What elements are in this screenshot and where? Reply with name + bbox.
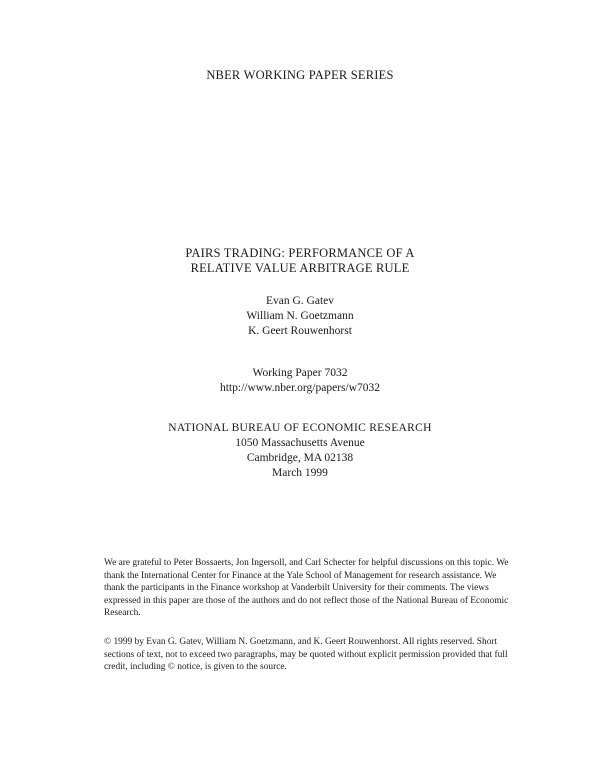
institution-city: Cambridge, MA 02138: [246, 452, 354, 464]
institution-name: NATIONAL BUREAU OF ECONOMIC RESEARCH: [168, 422, 432, 434]
acknowledgement-line: thank the International Center for Finance at the Yale School of Management for research assistance. We: [104, 570, 497, 581]
paper-title: [0, 246, 600, 276]
author-name: William N. Goetzmann: [246, 310, 354, 322]
acknowledgement-line: thank the participants in the Finance workshop at Vanderbilt University for their comments. The views: [104, 583, 489, 594]
publication-date: March 1999: [272, 467, 328, 479]
author-name: Evan G. Gatev: [265, 295, 335, 307]
copyright-line: sections of text, not to exceed two paragraphs, may be quoted without explicit permission provided that full: [104, 649, 508, 660]
copyright-line: credit, including © notice, is given to the source.: [104, 662, 287, 673]
paper-title-line-2: RELATIVE VALUE ARBITRAGE RULE: [190, 261, 410, 275]
acknowledgement-paragraph: [104, 557, 516, 620]
acknowledgement-line: expressed in this paper are those of the authors and do not reflect those of the National Bureau of Economic: [104, 595, 509, 606]
author-list: [0, 294, 600, 339]
acknowledgement-line: We are grateful to Peter Bossaerts, Jon Ingersoll, and Carl Schecter for helpful discussions on this topic. We: [104, 558, 509, 568]
working-paper-number: Working Paper 7032: [252, 367, 348, 379]
working-paper-url: http://www.nber.org/papers/w7032: [219, 382, 381, 394]
working-paper-info: [0, 366, 600, 396]
institution-block: [0, 421, 600, 481]
series-label: NBER WORKING PAPER SERIES: [206, 68, 394, 82]
institution-street: 1050 Massachusetts Avenue: [235, 437, 365, 449]
author-name: K. Geert Rouwenhorst: [248, 325, 352, 337]
copyright-paragraph: [104, 636, 516, 674]
copyright-line: © 1999 by Evan G. Gatev, William N. Goetzmann, and K. Geert Rouwenhorst. All rights reserved. Short: [104, 637, 498, 647]
acknowledgement-line: Research.: [104, 608, 141, 619]
paper-title-line-1: PAIRS TRADING: PERFORMANCE OF A: [185, 246, 415, 260]
